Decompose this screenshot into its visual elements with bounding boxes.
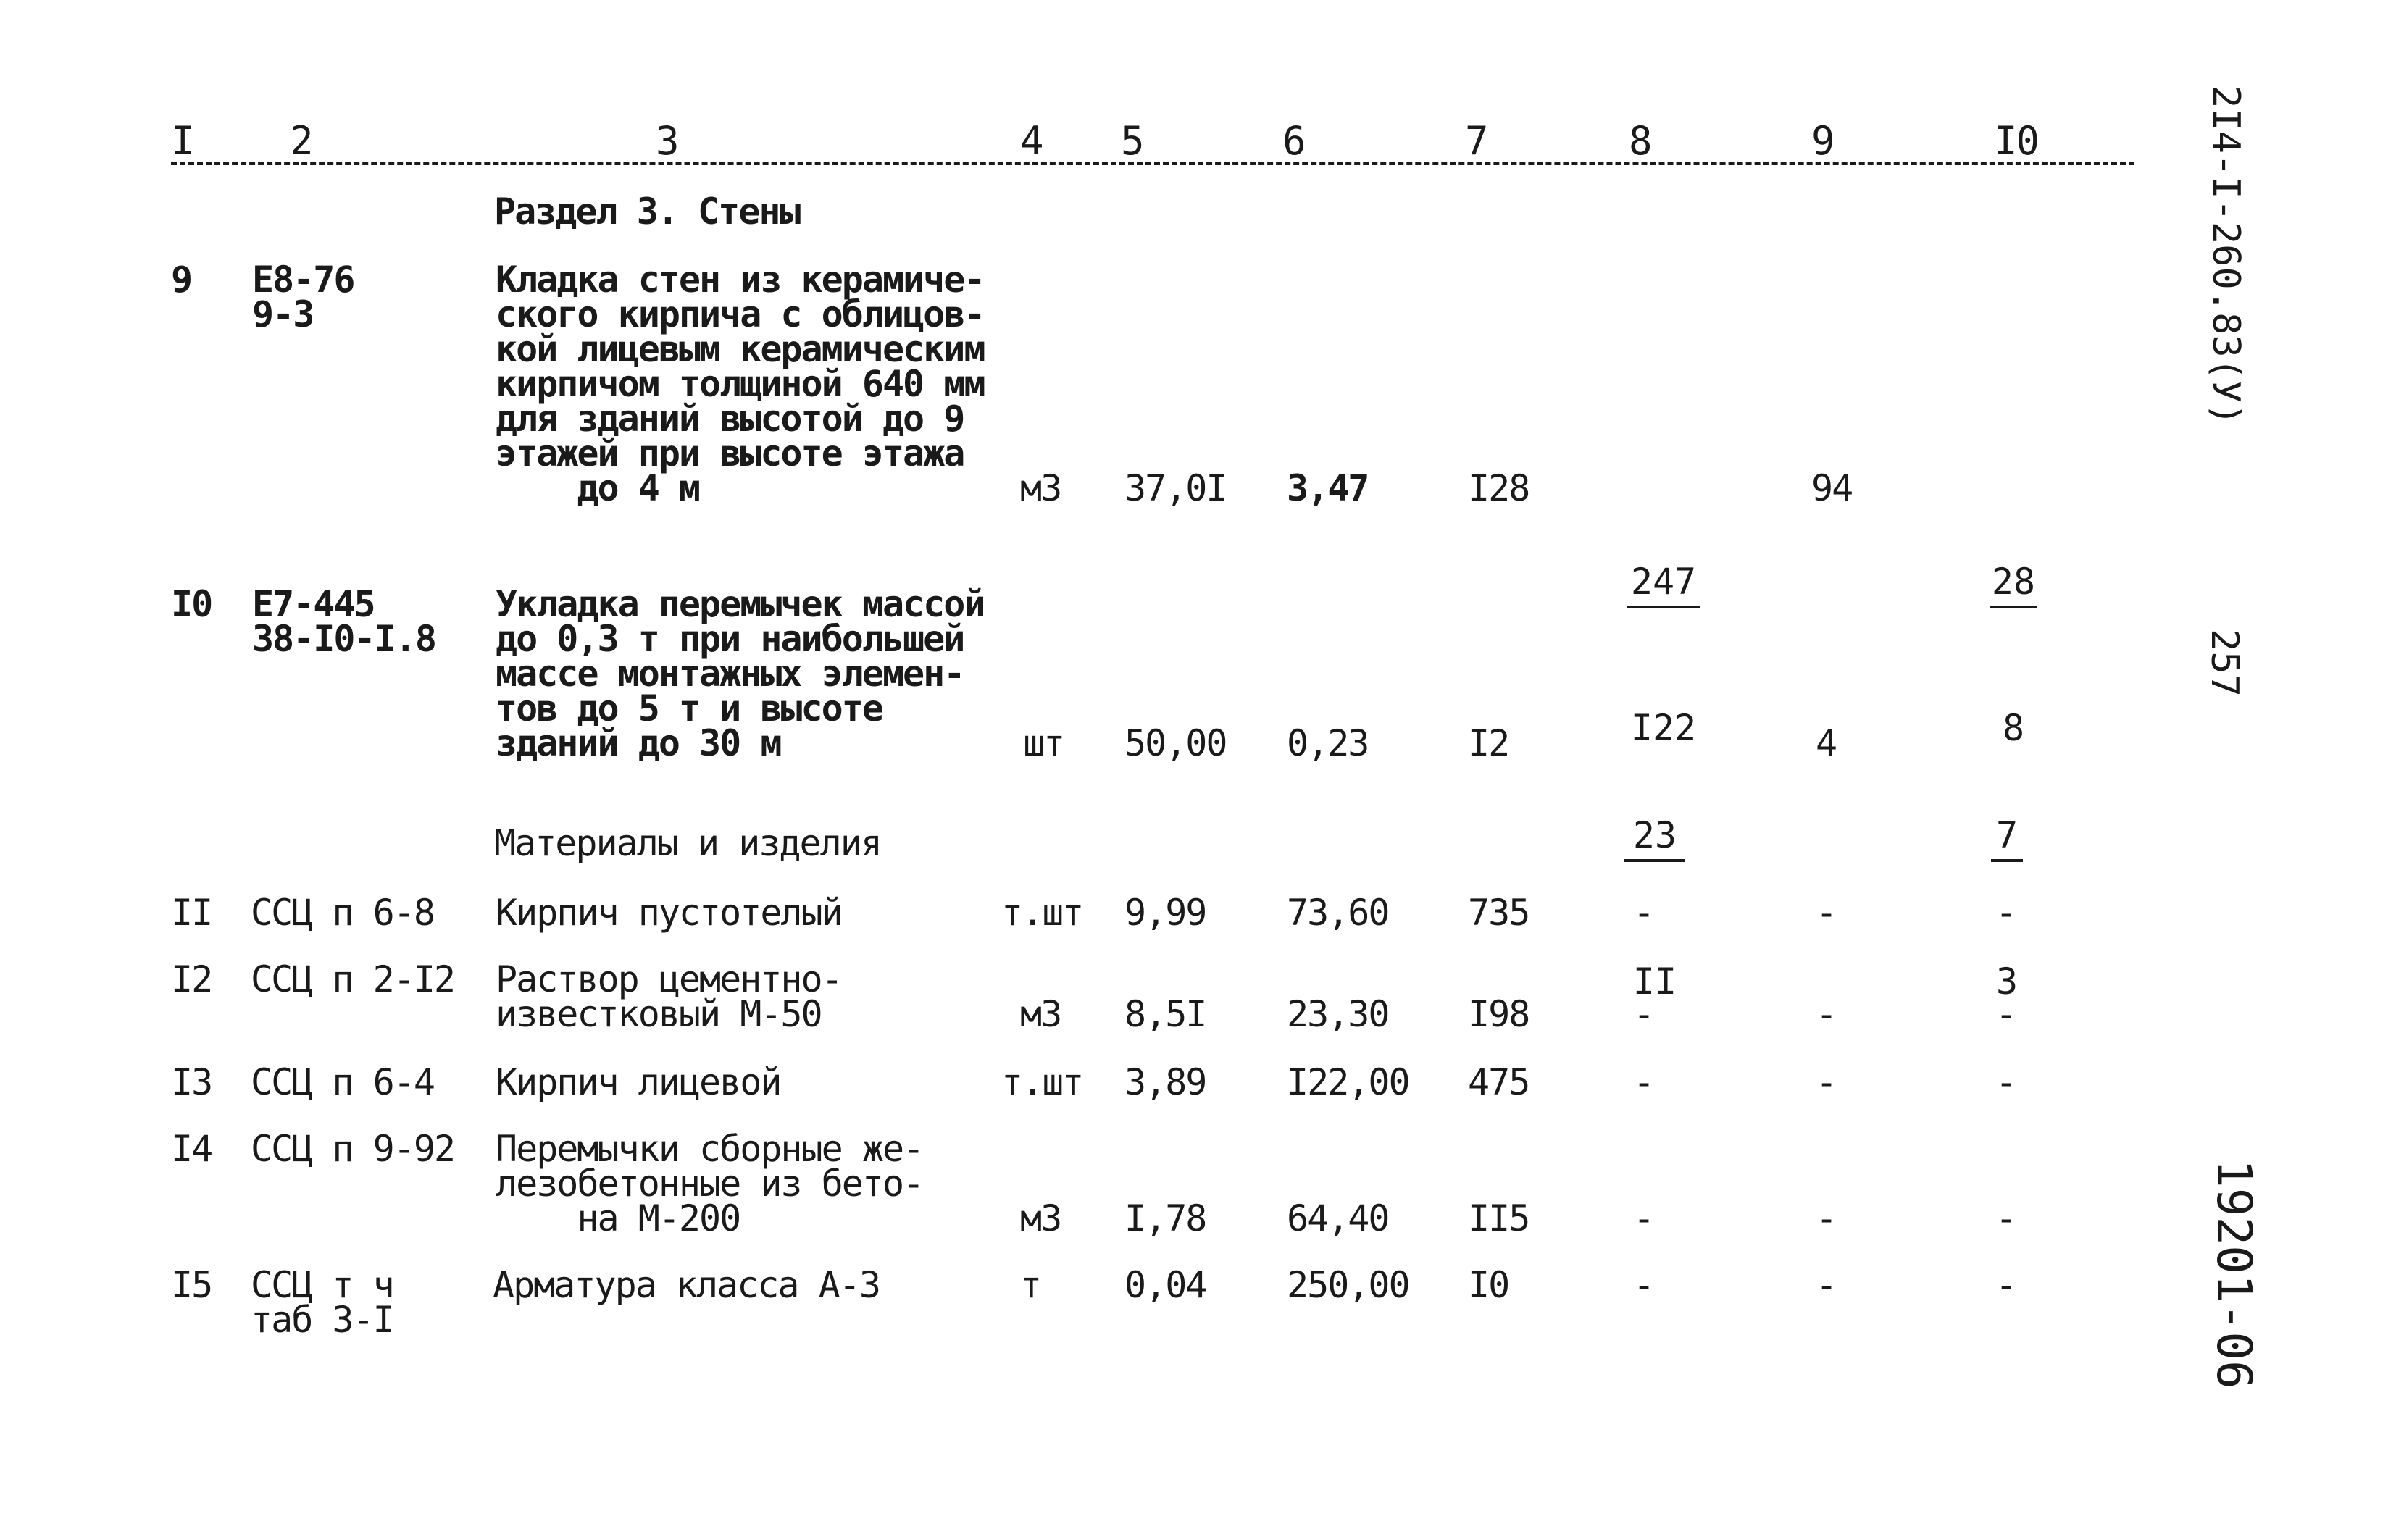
row-code-line: таб 3-I: [251, 1299, 393, 1341]
row-col9: 94: [1811, 467, 1853, 509]
row-unit-price: 23,30: [1287, 993, 1389, 1035]
col-header-4: 4: [1020, 118, 1043, 164]
row-description-line: Перемычки сборные же-: [496, 1128, 924, 1170]
row-unit: м3: [1020, 993, 1061, 1035]
row-total: 735: [1468, 892, 1529, 934]
fraction-numerator: 23: [1624, 811, 1685, 862]
row-col9: 4: [1816, 722, 1837, 764]
row-description-line: Укладка перемычек массой: [496, 583, 985, 625]
fraction-denominator: 3: [1995, 961, 2019, 1003]
row-description-line: ского кирпича с облицов-: [496, 293, 985, 335]
row-col10: -: [1995, 1061, 2016, 1103]
subsection-title: Материалы и изделия: [494, 822, 881, 864]
row-col8: -: [1633, 1264, 1654, 1306]
row-quantity: 50,00: [1124, 722, 1227, 764]
col-header-5: 5: [1121, 118, 1143, 164]
row-col9: -: [1816, 1061, 1837, 1103]
row-unit-price: 0,23: [1287, 722, 1369, 764]
col-header-1: I: [171, 118, 193, 164]
row-description-line: лезобетонные из бето-: [496, 1163, 924, 1205]
row-col8: -: [1633, 1061, 1654, 1103]
row-number: I4: [171, 1128, 212, 1170]
row-description-line: до 0,3 т при наибольшей: [496, 618, 964, 660]
row-total: I28: [1468, 467, 1529, 509]
row-col10: -: [1995, 1264, 2016, 1306]
row-col9: -: [1816, 993, 1837, 1035]
col-header-6: 6: [1282, 118, 1305, 164]
row-quantity: I,78: [1124, 1197, 1206, 1239]
row-description-line: Раствор цементно-: [496, 958, 842, 1000]
row-description-line: Арматура класса А-3: [493, 1264, 880, 1306]
page-number: 257: [2203, 629, 2246, 697]
row-description-line: до 4 м: [496, 467, 700, 509]
row-unit: т.шт: [1001, 892, 1083, 934]
col-header-9: 9: [1811, 118, 1834, 164]
row-unit-price: 64,40: [1287, 1197, 1389, 1239]
row-number: I0: [171, 583, 212, 625]
row-total: 475: [1468, 1061, 1529, 1103]
row-quantity: 8,5I: [1124, 993, 1206, 1035]
archive-stamp: 19201-06: [2206, 1159, 2262, 1389]
row-total: II5: [1468, 1197, 1529, 1239]
row-code-line: ССЦ п 6-4: [251, 1061, 434, 1103]
row-code-line: ССЦ п 6-8: [251, 892, 434, 934]
doc-code: 2I4-I-260.83(У): [2204, 85, 2247, 426]
row-unit: т: [1020, 1264, 1041, 1306]
row-number: I5: [171, 1264, 212, 1306]
col-header-8: 8: [1629, 118, 1651, 164]
row-description-line: Кирпич пустотелый: [496, 892, 842, 934]
row-description-line: этажей при высоте этажа: [496, 432, 964, 474]
row-code-line: ССЦ п 9-92: [251, 1128, 455, 1170]
fraction-numerator: 28: [1990, 558, 2037, 608]
row-col8: -: [1633, 892, 1654, 934]
row-description-line: известковый М-50: [496, 993, 822, 1035]
row-unit: шт: [1023, 722, 1064, 764]
row-description-line: на М-200: [496, 1197, 740, 1239]
row-description-line: для зданий высотой до 9: [496, 398, 964, 440]
fraction-denominator: 8: [2002, 707, 2025, 749]
row-number: 9: [171, 259, 192, 301]
fraction-numerator: 247: [1627, 558, 1700, 608]
header-rule: [171, 162, 2134, 165]
row-number: II: [171, 892, 212, 934]
fraction-numerator: 7: [1991, 811, 2023, 862]
row-unit-price: I22,00: [1287, 1061, 1409, 1103]
row-code-line: 38-I0-I.8: [252, 618, 435, 660]
row-description-line: кирпичом толщиной 640 мм: [496, 363, 985, 405]
row-unit: м3: [1020, 467, 1061, 509]
col-header-3: 3: [656, 118, 678, 164]
row-number: I2: [171, 958, 212, 1000]
col-header-2: 2: [290, 118, 312, 164]
row-total: I98: [1468, 993, 1529, 1035]
row-description-line: Кладка стен из керамиче-: [496, 259, 985, 301]
row-col8: -: [1633, 1197, 1654, 1239]
row-description-line: тов до 5 т и высоте: [496, 687, 882, 729]
row-unit-price: 73,60: [1287, 892, 1389, 934]
row-total: I2: [1468, 722, 1509, 764]
row-col10: -: [1995, 892, 2016, 934]
row-quantity: 3,89: [1124, 1061, 1206, 1103]
row-col10: -: [1995, 993, 2016, 1035]
fraction-denominator: I22: [1630, 707, 1697, 749]
row-col9: -: [1816, 892, 1837, 934]
row-code-line: 9-3: [252, 293, 314, 335]
row-quantity: 9,99: [1124, 892, 1206, 934]
row-code-line: ССЦ п 2-I2: [251, 958, 455, 1000]
row-code-line: Е8-76: [252, 259, 354, 301]
row-description-line: кой лицевым керамическим: [496, 328, 985, 370]
row-col9: -: [1816, 1197, 1837, 1239]
row-description-line: Кирпич лицевой: [496, 1061, 781, 1103]
row-quantity: 0,04: [1124, 1264, 1206, 1306]
col-header-7: 7: [1465, 118, 1487, 164]
row-code-line: ССЦ т ч: [251, 1264, 393, 1306]
section-title: Раздел 3. Стены: [494, 191, 800, 233]
row-number: I3: [171, 1061, 212, 1103]
row-quantity: 37,0I: [1124, 467, 1227, 509]
fraction-denominator: II: [1632, 961, 1677, 1003]
row-unit-price: 3,47: [1287, 467, 1369, 509]
row-total: I0: [1468, 1264, 1509, 1306]
col-header-10: I0: [1994, 118, 2039, 164]
row-col8: -: [1633, 993, 1654, 1035]
row-code-line: Е7-445: [252, 583, 375, 625]
row-unit: м3: [1020, 1197, 1061, 1239]
row-description-line: массе монтажных элемен-: [496, 653, 964, 695]
row-description-line: зданий до 30 м: [496, 722, 781, 764]
row-unit-price: 250,00: [1287, 1264, 1409, 1306]
row-col10: -: [1995, 1197, 2016, 1239]
row-unit: т.шт: [1001, 1061, 1083, 1103]
row-col9: -: [1816, 1264, 1837, 1306]
